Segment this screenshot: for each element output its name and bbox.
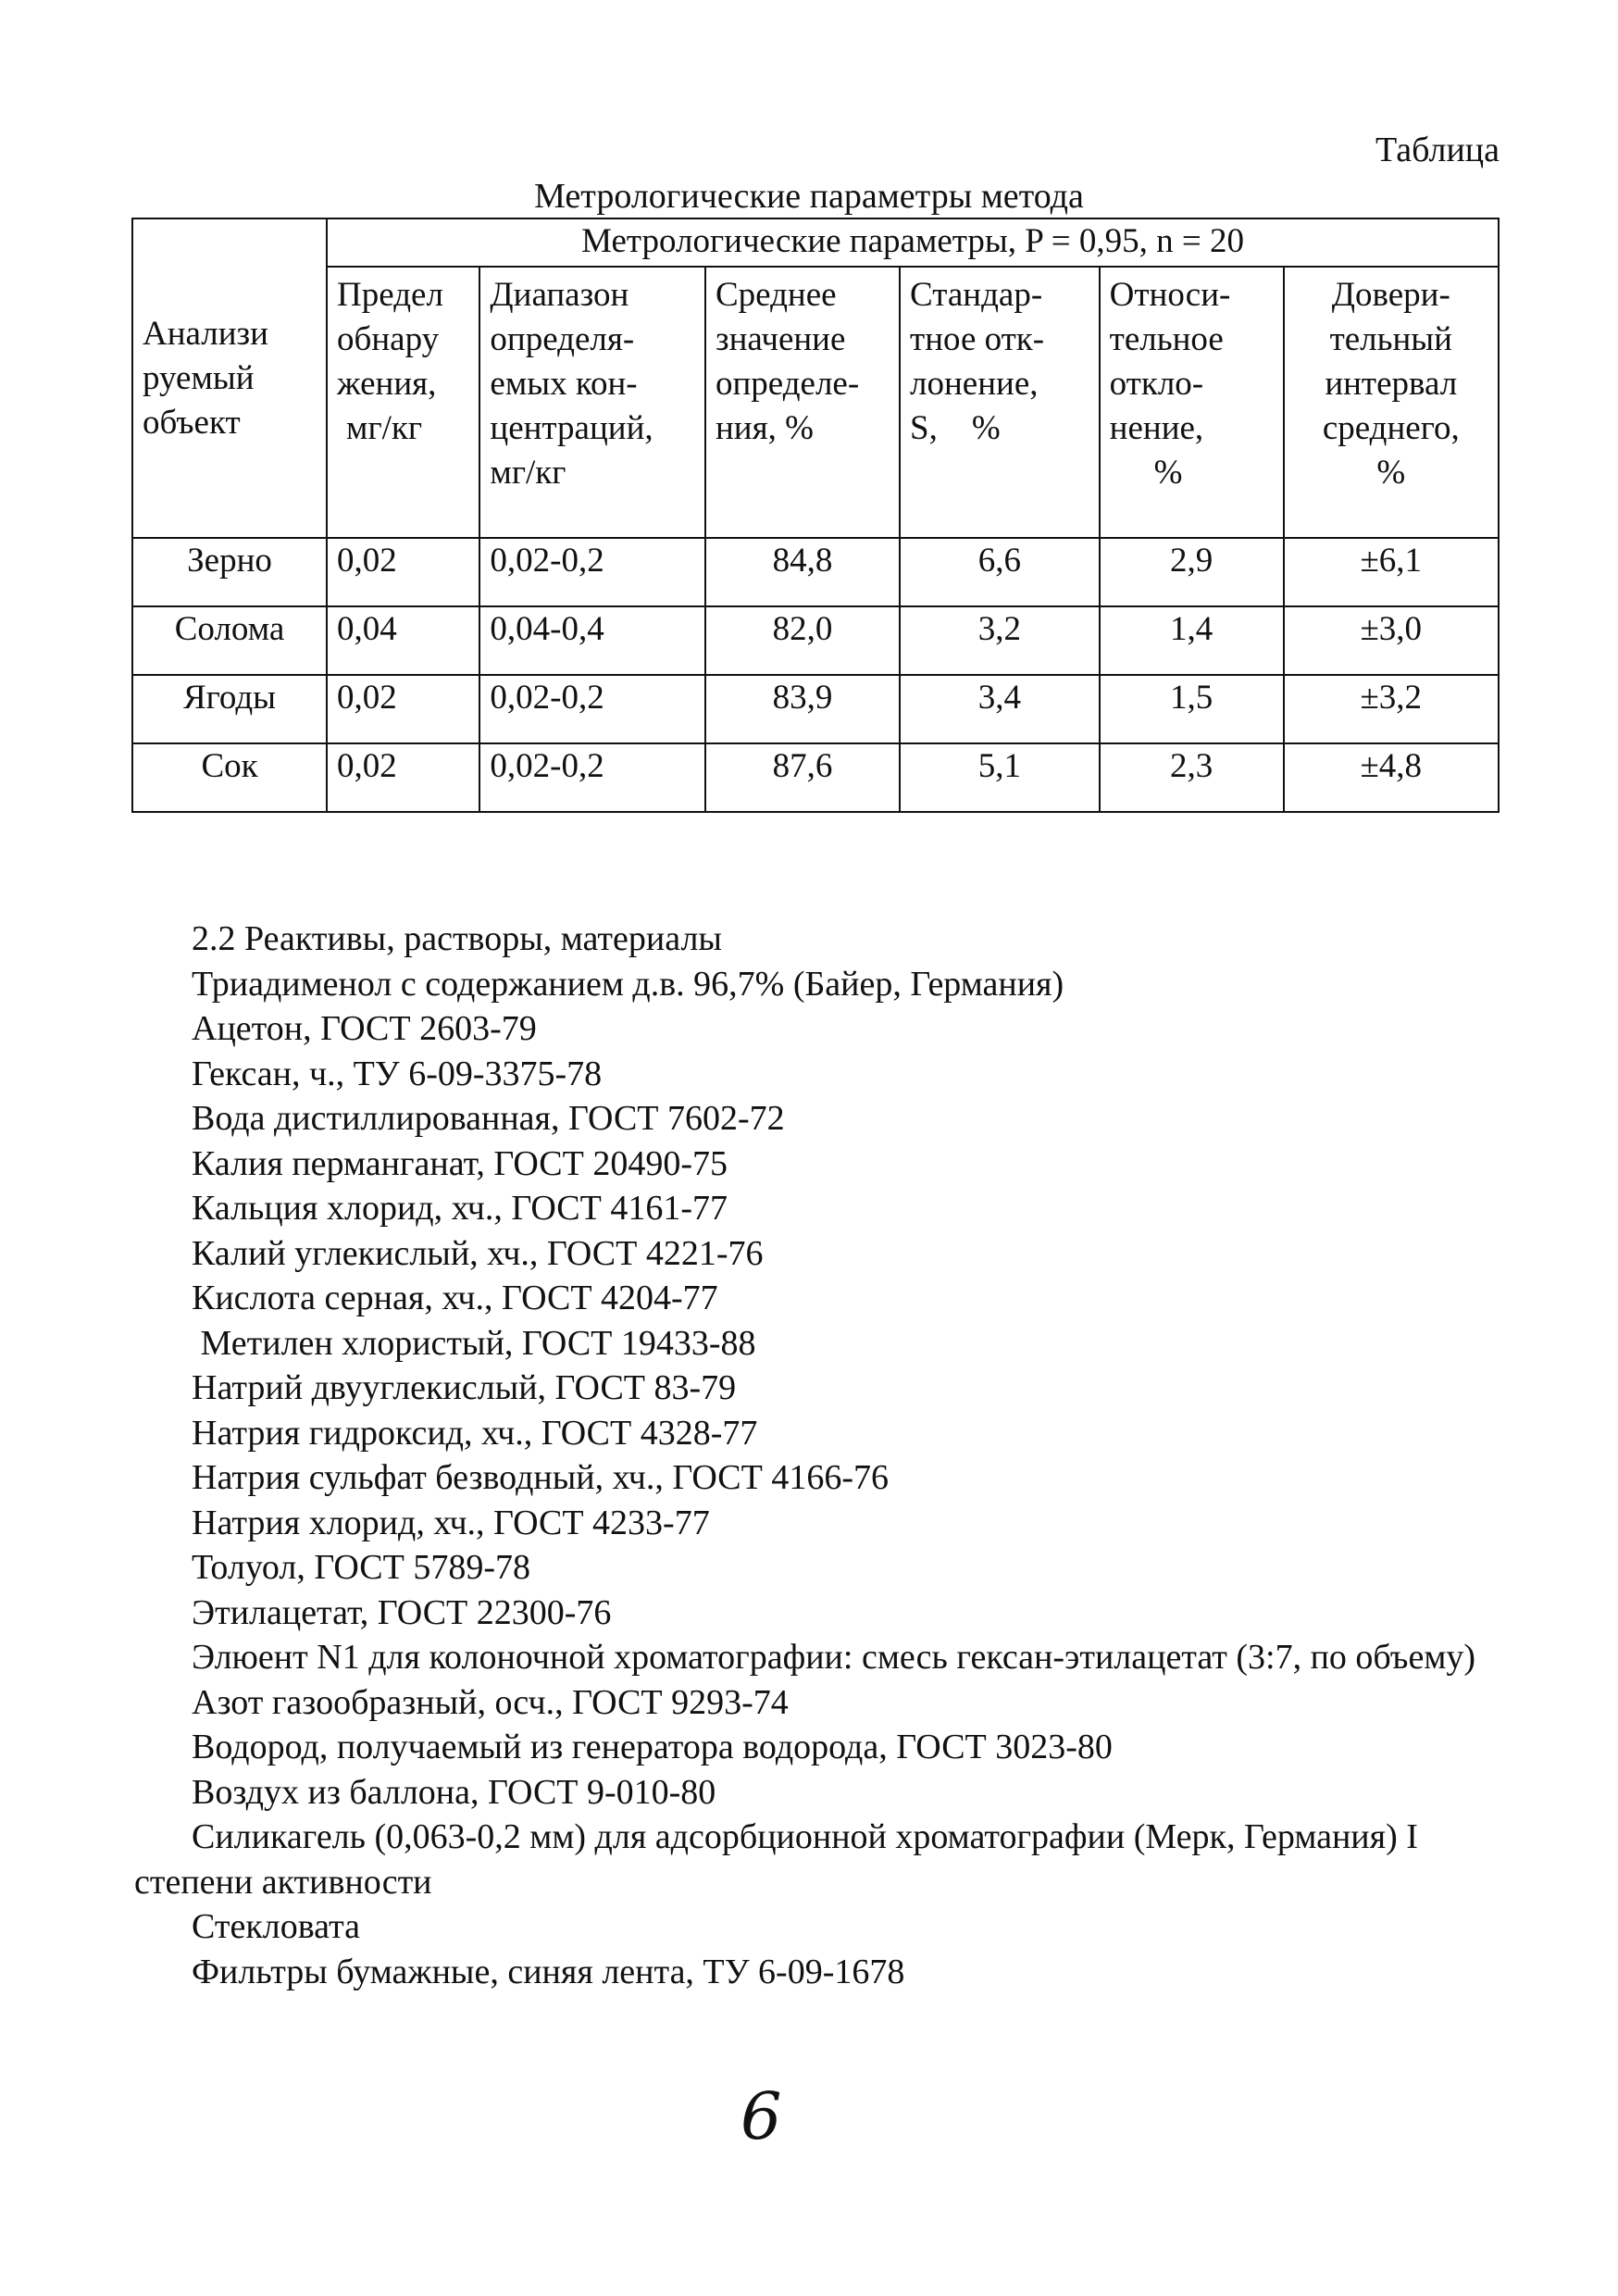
cell-object: Ягоды [132, 675, 327, 743]
reagents-section [134, 917, 1504, 1994]
reagent-item: Метилен хлористый, ГОСТ 19433-88 [192, 1323, 756, 1363]
header-line: емых кон- [490, 365, 638, 403]
header-detection-limit [327, 267, 479, 538]
reagent-item: Калия перманганат, ГОСТ 20490-75 [192, 1143, 728, 1183]
metrology-table [131, 218, 1500, 813]
header-line: % [1376, 454, 1406, 492]
cell-lod: 0,02 [327, 743, 479, 812]
header-line: мг/кг [490, 454, 566, 492]
cell-range: 0,02-0,2 [479, 743, 705, 812]
page-number: 6 [741, 2078, 782, 2154]
cell-ci: ±3,2 [1284, 675, 1499, 743]
cell-object: Зерно [132, 538, 327, 606]
reagent-item: Ацетон, ГОСТ 2603-79 [192, 1009, 537, 1048]
header-group: Метрологические параметры, P = 0,95, n = 20 [327, 218, 1499, 267]
reagent-item: Калий углекислый, хч., ГОСТ 4221-76 [192, 1233, 764, 1273]
header-line: Предел [337, 276, 443, 314]
section-heading: 2.2 Реактивы, растворы, материалы [192, 919, 722, 958]
cell-mean: 82,0 [705, 606, 900, 675]
header-line: значение [715, 320, 846, 358]
header-line: Среднее [715, 276, 837, 314]
cell-rel: 2,3 [1100, 743, 1284, 812]
reagent-item: Водород, получаемый из генератора водорода, ГОСТ 3023-80 [192, 1728, 1113, 1766]
header-line: мг/кг [346, 409, 423, 447]
reagent-item: Вода дистиллированная, ГОСТ 7602-72 [192, 1099, 785, 1138]
cell-rel: 2,9 [1100, 538, 1284, 606]
cell-sd: 6,6 [900, 538, 1100, 606]
header-line: среднего, [1322, 409, 1460, 447]
header-line: Относи- [1109, 276, 1231, 314]
reagent-item: Кислота серная, хч., ГОСТ 4204-77 [192, 1279, 718, 1317]
cell-mean: 83,9 [705, 675, 900, 743]
table-caption: Таблица [1375, 131, 1500, 169]
cell-lod: 0,02 [327, 675, 479, 743]
header-object-line: Анализи [143, 314, 268, 353]
reagent-item: Кальция хлорид, хч., ГОСТ 4161-77 [192, 1189, 728, 1228]
cell-ci: ±4,8 [1284, 743, 1499, 812]
header-relative-dev [1100, 267, 1284, 538]
header-object [132, 218, 327, 538]
header-line: определе- [715, 365, 860, 403]
reagent-item: Азот газообразный, осч., ГОСТ 9293-74 [192, 1682, 789, 1722]
reagent-item: Толуол, ГОСТ 5789-78 [192, 1548, 530, 1587]
cell-sd: 3,4 [900, 675, 1100, 743]
header-confidence-interval [1284, 267, 1499, 538]
cell-sd: 3,2 [900, 606, 1100, 675]
reagent-item: Стекловата [192, 1907, 361, 1946]
reagent-item: Натрия сульфат безводный, хч., ГОСТ 4166-76 [192, 1458, 889, 1497]
header-std-dev [900, 267, 1100, 538]
table-row [132, 743, 1499, 812]
reagent-item: Натрия гидроксид, хч., ГОСТ 4328-77 [192, 1413, 758, 1453]
table-title: Метрологические параметры метода [534, 177, 1084, 216]
header-line: определя- [490, 320, 635, 358]
header-line: % [1153, 454, 1183, 492]
header-line: Стандар- [910, 276, 1043, 314]
table-header-row-group [132, 218, 1499, 267]
header-object-line: руемый [143, 358, 255, 397]
header-line: нение, [1109, 409, 1204, 447]
cell-sd: 5,1 [900, 743, 1100, 812]
header-line: центраций, [490, 409, 653, 447]
reagent-item: Натрия хлорид, хч., ГОСТ 4233-77 [192, 1503, 710, 1542]
header-line: тное отк- [910, 320, 1045, 358]
cell-rel: 1,5 [1100, 675, 1284, 743]
reagent-item: Этилацетат, ГОСТ 22300-76 [192, 1592, 612, 1632]
header-line: жения, [337, 365, 437, 403]
header-line: S, % [910, 409, 1001, 447]
reagent-item: Воздух из баллона, ГОСТ 9-010-80 [192, 1772, 716, 1812]
cell-mean: 87,6 [705, 743, 900, 812]
table-row [132, 606, 1499, 675]
header-line: Диапазон [490, 276, 629, 314]
header-line: тельное [1109, 320, 1224, 358]
header-line: тельный [1329, 320, 1452, 358]
cell-range: 0,02-0,2 [479, 675, 705, 743]
cell-object: Сок [132, 743, 327, 812]
reagent-item: Триадименол с содержанием д.в. 96,7% (Байер, Германия) [192, 964, 1064, 1004]
table-row [132, 675, 1499, 743]
reagent-item: Гексан, ч., ТУ 6-09-3375-78 [192, 1054, 603, 1093]
cell-ci: ±3,0 [1284, 606, 1499, 675]
header-object-line: объект [143, 403, 241, 442]
header-range [479, 267, 705, 538]
header-line: Довери- [1331, 276, 1450, 314]
header-line: откло- [1109, 365, 1204, 403]
table-row [132, 538, 1499, 606]
header-line: ния, % [715, 409, 814, 447]
cell-range: 0,02-0,2 [479, 538, 705, 606]
cell-mean: 84,8 [705, 538, 900, 606]
cell-lod: 0,02 [327, 538, 479, 606]
header-mean [705, 267, 900, 538]
reagent-item: Силикагель (0,063-0,2 мм) для адсорбционной хроматографии (Мерк, Германия) I степени активности [134, 1817, 1418, 1902]
header-line: лонение, [910, 365, 1039, 403]
header-line: интервал [1325, 365, 1458, 403]
cell-object: Солома [132, 606, 327, 675]
cell-rel: 1,4 [1100, 606, 1284, 675]
reagent-item: Фильтры бумажные, синяя лента, ТУ 6-09-1678 [192, 1952, 905, 1991]
reagent-item: Элюент N1 для колоночной хроматографии: смесь гексан-этилацетат (3:7, по объему) [192, 1638, 1476, 1677]
cell-ci: ±6,1 [1284, 538, 1499, 606]
reagent-item: Натрий двууглекислый, ГОСТ 83-79 [192, 1368, 737, 1407]
table-header-row-columns [132, 267, 1499, 538]
header-line: обнару [337, 320, 440, 358]
cell-range: 0,04-0,4 [479, 606, 705, 675]
cell-lod: 0,04 [327, 606, 479, 675]
